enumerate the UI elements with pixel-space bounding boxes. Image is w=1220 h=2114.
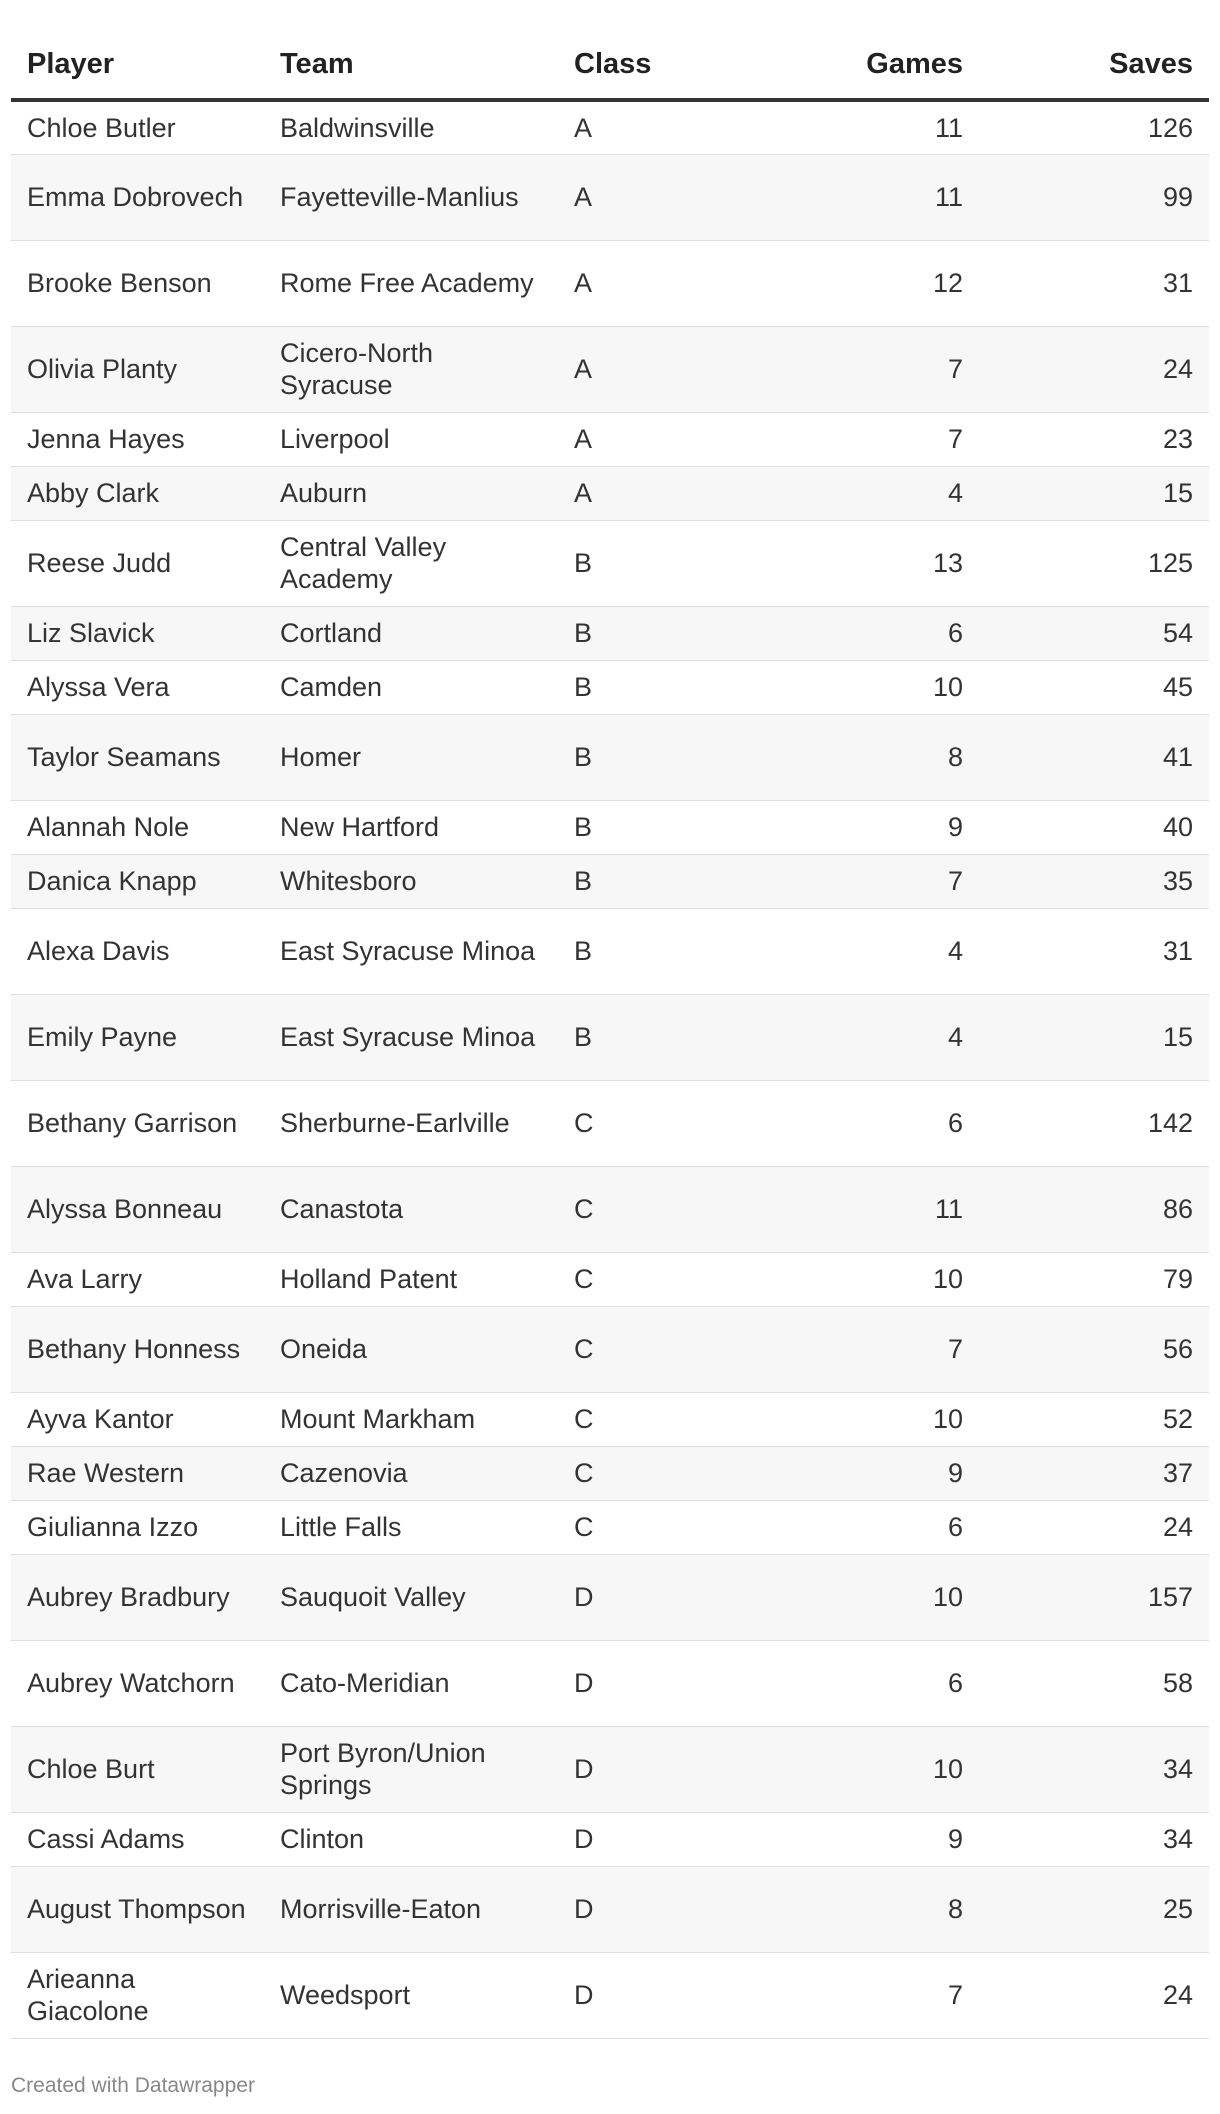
goalie-saves-table [11,30,1209,2039]
cell-team: Homer [264,714,558,800]
cell-class: C [558,1446,830,1500]
cell-team: Liverpool [264,412,558,466]
cell-saves: 15 [979,466,1209,520]
datawrapper-credit: Created with Datawrapper [11,2074,255,2097]
table-row [11,154,1209,240]
cell-saves: 31 [979,908,1209,994]
table-row [11,854,1209,908]
cell-class: D [558,1952,830,2038]
cell-games: 10 [830,1554,979,1640]
cell-saves: 125 [979,520,1209,606]
cell-player: Olivia Planty [11,326,264,412]
cell-player: Chloe Burt [11,1726,264,1812]
cell-team: Little Falls [264,1500,558,1554]
cell-games: 4 [830,994,979,1080]
header-row [11,30,1209,100]
cell-team: Auburn [264,466,558,520]
cell-player: Bethany Garrison [11,1080,264,1166]
cell-player: Cassi Adams [11,1812,264,1866]
table-row [11,1446,1209,1500]
cell-saves: 31 [979,240,1209,326]
cell-class: B [558,800,830,854]
cell-class: D [558,1726,830,1812]
cell-class: C [558,1306,830,1392]
cell-team: Sauquoit Valley [264,1554,558,1640]
cell-saves: 79 [979,1252,1209,1306]
table-row [11,1500,1209,1554]
cell-class: B [558,994,830,1080]
cell-player: Reese Judd [11,520,264,606]
table-row [11,240,1209,326]
cell-saves: 58 [979,1640,1209,1726]
table-row [11,1952,1209,2038]
cell-player: Ava Larry [11,1252,264,1306]
cell-saves: 24 [979,326,1209,412]
cell-games: 11 [830,154,979,240]
table-row [11,908,1209,994]
cell-player: Jenna Hayes [11,412,264,466]
table-row [11,466,1209,520]
cell-saves: 34 [979,1812,1209,1866]
cell-player: Giulianna Izzo [11,1500,264,1554]
cell-class: B [558,606,830,660]
cell-class: A [558,100,830,154]
table-row [11,1392,1209,1446]
cell-team: Sherburne-Earlville [264,1080,558,1166]
cell-player: Liz Slavick [11,606,264,660]
cell-saves: 54 [979,606,1209,660]
cell-class: D [558,1866,830,1952]
cell-team: Oneida [264,1306,558,1392]
cell-class: B [558,908,830,994]
cell-player: Alexa Davis [11,908,264,994]
cell-team: Weedsport [264,1952,558,2038]
cell-player: Ayva Kantor [11,1392,264,1446]
cell-player: Aubrey Watchorn [11,1640,264,1726]
cell-games: 13 [830,520,979,606]
table-row [11,100,1209,154]
cell-games: 4 [830,466,979,520]
cell-team: Whitesboro [264,854,558,908]
cell-games: 9 [830,1812,979,1866]
cell-games: 7 [830,1306,979,1392]
cell-class: B [558,660,830,714]
column-header-team[interactable]: Team [264,30,558,100]
table-row [11,1080,1209,1166]
cell-player: Brooke Benson [11,240,264,326]
table-row [11,520,1209,606]
cell-player: Abby Clark [11,466,264,520]
cell-saves: 86 [979,1166,1209,1252]
cell-class: C [558,1252,830,1306]
table-row [11,800,1209,854]
cell-player: Alyssa Bonneau [11,1166,264,1252]
column-header-games[interactable]: Games [830,30,979,100]
cell-games: 9 [830,1446,979,1500]
cell-saves: 35 [979,854,1209,908]
cell-saves: 40 [979,800,1209,854]
cell-team: Cazenovia [264,1446,558,1500]
table-row [11,1866,1209,1952]
cell-saves: 142 [979,1080,1209,1166]
cell-player: Alyssa Vera [11,660,264,714]
table-row [11,660,1209,714]
cell-saves: 56 [979,1306,1209,1392]
cell-games: 6 [830,1640,979,1726]
cell-team: Canastota [264,1166,558,1252]
cell-games: 10 [830,1726,979,1812]
cell-team: New Hartford [264,800,558,854]
cell-team: Cicero-North Syracuse [264,326,558,412]
cell-games: 8 [830,714,979,800]
table-row [11,606,1209,660]
cell-games: 10 [830,1392,979,1446]
cell-saves: 25 [979,1866,1209,1952]
cell-player: Chloe Butler [11,100,264,154]
cell-class: A [558,466,830,520]
cell-team: Mount Markham [264,1392,558,1446]
cell-player: Taylor Seamans [11,714,264,800]
cell-saves: 99 [979,154,1209,240]
table-row [11,326,1209,412]
cell-team: Holland Patent [264,1252,558,1306]
cell-class: C [558,1166,830,1252]
cell-saves: 24 [979,1500,1209,1554]
cell-games: 11 [830,1166,979,1252]
column-header-player[interactable]: Player [11,30,264,100]
cell-team: Port Byron/Union Springs [264,1726,558,1812]
cell-games: 7 [830,326,979,412]
table-row [11,412,1209,466]
cell-player: Alannah Nole [11,800,264,854]
cell-team: Camden [264,660,558,714]
cell-player: Emma Dobrovech [11,154,264,240]
cell-saves: 37 [979,1446,1209,1500]
cell-player: Bethany Honness [11,1306,264,1392]
cell-player: Emily Payne [11,994,264,1080]
cell-team: East Syracuse Minoa [264,994,558,1080]
cell-saves: 45 [979,660,1209,714]
cell-games: 6 [830,606,979,660]
cell-class: A [558,154,830,240]
cell-class: C [558,1392,830,1446]
cell-games: 10 [830,1252,979,1306]
cell-saves: 52 [979,1392,1209,1446]
cell-games: 11 [830,100,979,154]
table-row [11,1726,1209,1812]
cell-games: 6 [830,1500,979,1554]
cell-games: 8 [830,1866,979,1952]
table-row [11,1812,1209,1866]
cell-class: B [558,714,830,800]
cell-team: Cortland [264,606,558,660]
cell-team: Fayetteville-Manlius [264,154,558,240]
cell-player: Danica Knapp [11,854,264,908]
cell-saves: 15 [979,994,1209,1080]
cell-games: 7 [830,854,979,908]
cell-class: D [558,1640,830,1726]
column-header-saves[interactable]: Saves [979,30,1209,100]
table-row [11,1166,1209,1252]
table-row [11,1252,1209,1306]
table-row [11,1554,1209,1640]
table-row [11,714,1209,800]
cell-class: D [558,1554,830,1640]
cell-player: Aubrey Bradbury [11,1554,264,1640]
cell-saves: 24 [979,1952,1209,2038]
cell-games: 4 [830,908,979,994]
cell-player: Arieanna Giacolone [11,1952,264,2038]
cell-saves: 157 [979,1554,1209,1640]
cell-games: 6 [830,1080,979,1166]
cell-class: B [558,520,830,606]
table-header [11,30,1209,100]
cell-saves: 23 [979,412,1209,466]
table-body [11,100,1209,2038]
cell-team: Clinton [264,1812,558,1866]
cell-player: Rae Western [11,1446,264,1500]
table-row [11,1306,1209,1392]
cell-team: Rome Free Academy [264,240,558,326]
cell-class: C [558,1500,830,1554]
cell-games: 7 [830,412,979,466]
cell-saves: 34 [979,1726,1209,1812]
cell-class: A [558,240,830,326]
table-row [11,994,1209,1080]
cell-games: 10 [830,660,979,714]
column-header-class[interactable]: Class [558,30,830,100]
cell-class: D [558,1812,830,1866]
data-table-container [11,30,1209,2039]
cell-games: 7 [830,1952,979,2038]
cell-team: East Syracuse Minoa [264,908,558,994]
cell-class: B [558,854,830,908]
cell-team: Baldwinsville [264,100,558,154]
cell-saves: 41 [979,714,1209,800]
cell-class: C [558,1080,830,1166]
cell-player: August Thompson [11,1866,264,1952]
cell-class: A [558,326,830,412]
cell-class: A [558,412,830,466]
cell-team: Morrisville-Eaton [264,1866,558,1952]
table-row [11,1640,1209,1726]
cell-team: Central Valley Academy [264,520,558,606]
cell-team: Cato-Meridian [264,1640,558,1726]
cell-saves: 126 [979,100,1209,154]
cell-games: 9 [830,800,979,854]
cell-games: 12 [830,240,979,326]
